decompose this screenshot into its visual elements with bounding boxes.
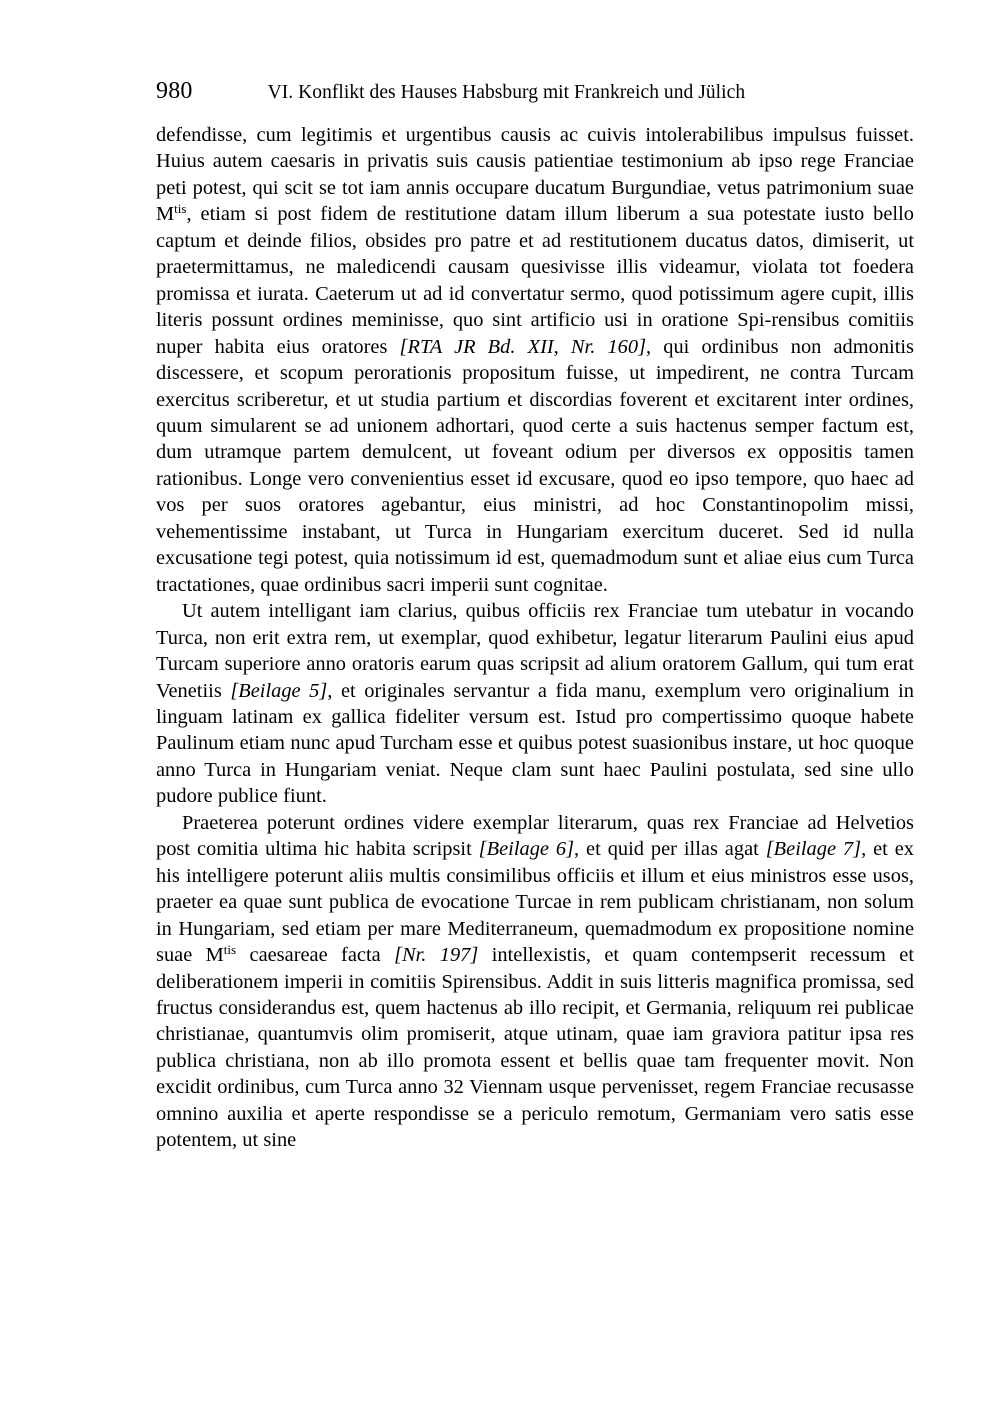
page-number: 980 — [156, 78, 193, 104]
paragraph-2-text-b: , et originales servantur a fida manu, exemplum vero originalium in linguam latinam ex gallica fideliter versum est. Istud pro compertissimo quoque habete Paulinum etiam nunc apud Turcham esse et quibus potest suasionibus instare, ut hoc quoque anno Turca in Hungariam veniat. Neque clam sunt haec Paulini postulata, sed sine ullo pudore publice fiunt. — [156, 679, 914, 808]
paragraph-3-text-d: caesareae facta — [236, 944, 395, 967]
paragraph-3-text-e: intellexistis, et quam contempserit recessum et deliberationem imperii in comitiis Spirensibus. Addit in suis litteris magnifica promissa, sed fructus considerandus est, quem hactenus ab illo recipit, et Germania, reliquum rei publicae christianae, quantumvis olim promiserit, atque utinam, quae iam graviora patitur ipsa res publica christiana, non ab illo promota essent et bellis quae tam frequenter movit. Non excidit ordinibus, cum Turca anno 32 Viennam usque pervenisset, regem Franciae recusasse omnino auxilia et aperte respondisse se a periculo remotum, Germaniam vero satis esse potentem, ut sine — [156, 944, 914, 1152]
citation-beilage-7: [Beilage 7] — [765, 838, 862, 861]
paragraph-2-text-a: Ut autem intelligant iam clarius, quibus officiis rex Franciae tum utebatur in vocando Turca, non erit extra rem, ut exemplar, quod exhibetur, legatur literarum Paulini eius apud Turcam superiore anno oratoris earum quas scripsit ad alium oratorem Gallum, qui tum erat Venetiis — [156, 600, 914, 702]
paragraph-1-text-a: defendisse, cum legitimis et urgentibus causis ac cuivis intolerabilibus impulsus fuisset. Huius autem caesaris in privatis suis causis patientiae testimonium ab ipso rege Franciae peti potest, qui scit se tot iam annis occupare ducatum Burgundiae, vetus patrimonium suae M — [156, 124, 914, 226]
paragraph-3-text-a: Praeterea poterunt ordines videre exemplar literarum, quas rex Franciae ad Helvetios post comitia ultima hic habita scripsit — [156, 811, 914, 861]
citation-nr-197: [Nr. 197] — [394, 944, 479, 967]
citation-beilage-5: [Beilage 5] — [230, 679, 328, 702]
superscript-tis: tis — [174, 201, 187, 217]
paragraph-2 — [156, 598, 914, 810]
paragraph-3-text-c: , et ex his intelligere poterunt aliis multis consimilibus officiis et illum et eius ministros esse usos, praeter ea quae sunt publica de evocatione Turcae in rem publicam christianam, non solum in Hungariam, sed etiam per mare Mediterraneum, quemadmodum ex propositione nomine suae M — [156, 838, 915, 967]
citation-rta-jr-bd-xii-nr-160: [RTA JR Bd. XII, Nr. 160] — [399, 335, 647, 358]
paragraph-3 — [156, 810, 914, 1154]
paragraph-1-text-b: , etiam si post fidem de restitutione datam illum liberum a sua potestate iusto bello captum et deinde filios, obsides pro patre et ad restitutionem ducatus datos, dimiserit, ut praetermittamus, ne maledicendi causam quesivisse illis videamur, violata tot foedera promissa et iurata. Caeterum ut ad id convertatur sermo, quod potissimum agere cupit, illis literis possunt ordines meminisse, quo sint artificio usi in oratione Spi-rensibus comitiis nuper habita eius oratores — [156, 203, 914, 358]
paragraph-1 — [156, 122, 914, 598]
superscript-tis-2: tis — [223, 942, 237, 958]
running-title: VI. Konflikt des Hauses Habsburg mit Frankreich und Jülich — [267, 82, 746, 103]
running-header — [156, 76, 914, 106]
paragraph-3-text-b: , et quid per illas agat — [574, 838, 766, 861]
text-block — [156, 122, 914, 1154]
citation-beilage-6: [Beilage 6] — [478, 838, 575, 861]
paragraph-1-text-c: , qui ordinibus non admonitis discessere, et scopum perorationis propositum fuisse, ut impedirent, ne contra Turcam exercitus scriberetur, et ut studia partium et discordias foverent et excitarent inter ordines, quum simularent se ad unionem adhortari, quod certe a suis hactenus semper factum est, dum utramque partem demulcent, ut foveant odium per diversos ex oppositis tamen rationibus. Longe vero convenientius esset id excusare, quod eo ipso tempore, quo haec ad vos per suos oratores agebantur, eius ministri, ad hoc Constantinopolim missi, vehementissime instabant, ut Turca in Hungariam exercitum duceret. Sed id nulla excusatione tegi potest, quia notissimum id est, quemadmodum sunt et aliae eius cum Turca tractationes, quae ordinibus sacri imperii sunt cognitae. — [156, 335, 915, 596]
